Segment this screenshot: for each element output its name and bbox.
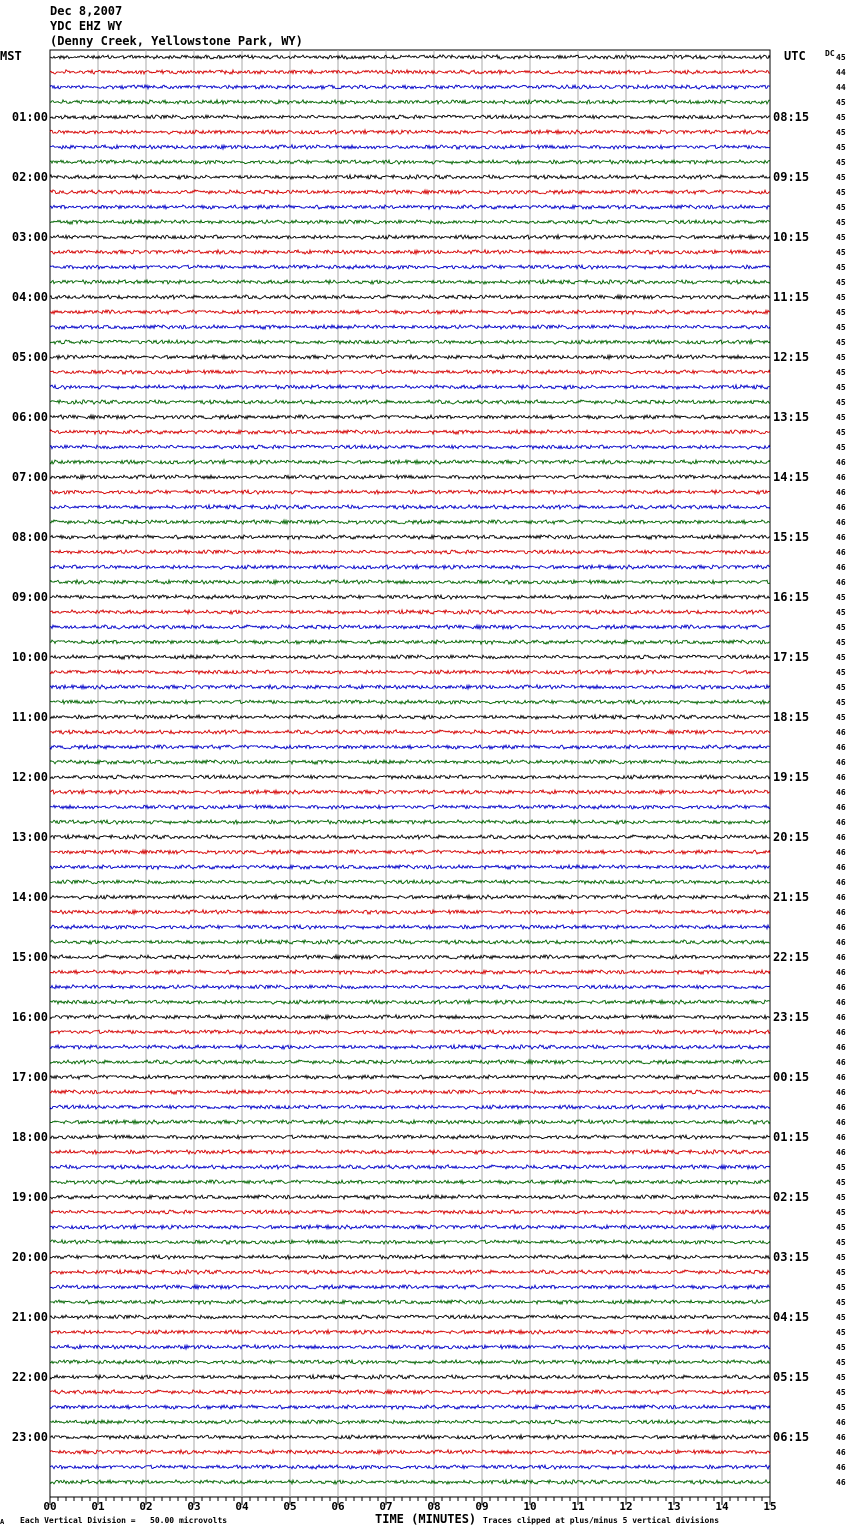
right-hour-label: 10:15 [773,230,810,244]
dc-offset-label: 46 [836,968,846,977]
dc-offset-label: 45 [836,53,846,62]
right-hour-label: 13:15 [773,410,810,424]
trace-line [50,895,770,899]
trace-line [50,340,770,344]
dc-offset-label: 45 [836,338,846,347]
right-hour-label: 02:15 [773,1190,810,1204]
trace-line [50,385,770,389]
dc-offset-label: 45 [836,203,846,212]
dc-offset-label: 45 [836,368,846,377]
trace-line [50,1015,770,1019]
dc-offset-label: 46 [836,1148,846,1157]
trace-line [50,640,770,644]
trace-line [50,670,770,674]
trace-line [50,1435,770,1439]
x-tick-label: 14 [715,1500,729,1513]
dc-offset-label: 45 [836,1358,846,1367]
left-hour-label: 18:00 [11,1130,48,1144]
left-hour-label: 01:00 [11,110,48,124]
trace-line [50,295,770,299]
right-hour-label: 19:15 [773,770,810,784]
trace-line [50,985,770,989]
left-hour-label: 07:00 [11,470,48,484]
dc-offset-label: 45 [836,1328,846,1337]
trace-line [50,430,770,434]
trace-line [50,1450,770,1454]
left-hour-label: 15:00 [11,950,48,964]
trace-line [50,70,770,74]
x-tick-label: 03 [187,1500,201,1513]
dc-offset-label: 46 [836,998,846,1007]
right-hour-label: 05:15 [773,1370,810,1384]
x-tick-label: 15 [763,1500,777,1513]
record-date: Dec 8,2007 [50,4,123,18]
dc-offset-label: 46 [836,848,846,857]
trace-line [50,1375,770,1379]
trace-line [50,730,770,734]
trace-line [50,745,770,749]
left-hour-label: 21:00 [11,1310,48,1324]
trace-line [50,1420,770,1424]
dc-offset-label: 46 [836,818,846,827]
left-hour-label: 11:00 [11,710,48,724]
trace-line [50,1195,770,1199]
trace-line [50,790,770,794]
dc-offset-label: 45 [836,278,846,287]
trace-line [50,1480,770,1484]
dc-offset-label: 46 [836,533,846,542]
x-tick-label: 05 [283,1500,297,1513]
trace-line [50,535,770,539]
dc-offset-label: 46 [836,863,846,872]
x-tick-label: 10 [523,1500,537,1513]
trace-line [50,355,770,359]
trace-line [50,325,770,329]
x-tick-label: 09 [475,1500,489,1513]
dc-offset-label: 45 [836,1223,846,1232]
right-hour-label: 15:15 [773,530,810,544]
left-timezone-label: MST [0,49,22,63]
dc-offset-label: 45 [836,323,846,332]
dc-offset-label: 46 [836,1463,846,1472]
trace-line [50,1360,770,1364]
dc-offset-label: 45 [836,1313,846,1322]
dc-offset-label: 46 [836,1418,846,1427]
dc-offset-label: 45 [836,1193,846,1202]
trace-line [50,1105,770,1109]
trace-line [50,415,770,419]
dc-offset-label: 45 [836,608,846,617]
trace-line [50,160,770,164]
trace-line [50,235,770,239]
left-hour-label: 04:00 [11,290,48,304]
dc-offset-label: 45 [836,653,846,662]
dc-offset-label: 45 [836,1298,846,1307]
trace-line [50,1165,770,1169]
right-hour-label: 08:15 [773,110,810,124]
trace-line [50,1345,770,1349]
dc-offset-label: 45 [836,98,846,107]
dc-offset-label: 45 [836,383,846,392]
trace-line [50,1330,770,1334]
dc-offset-label: 46 [836,728,846,737]
left-hour-label: 20:00 [11,1250,48,1264]
right-hour-label: 23:15 [773,1010,810,1024]
scale-note: Each Vertical Division = 50.00 microvolts [20,1516,228,1525]
right-hour-label: 17:15 [773,650,810,664]
trace-line [50,1390,770,1394]
x-tick-label: 12 [619,1500,633,1513]
dc-offset-label: 45 [836,1268,846,1277]
left-hour-label: 13:00 [11,830,48,844]
trace-line [50,1285,770,1289]
trace-line [50,490,770,494]
dc-offset-label: 45 [836,173,846,182]
dc-offset-label: 45 [836,1388,846,1397]
trace-line [50,1090,770,1094]
trace-line [50,1210,770,1214]
dc-offset-label: 46 [836,1028,846,1037]
dc-offset-label: 45 [836,593,846,602]
dc-offset-label: 46 [836,1133,846,1142]
dc-offset-label: 46 [836,773,846,782]
dc-offset-label: 46 [836,1103,846,1112]
left-hour-label: 09:00 [11,590,48,604]
left-hour-label: 14:00 [11,890,48,904]
trace-line [50,685,770,689]
x-axis-title: TIME (MINUTES) [375,1512,477,1526]
trace-line [50,625,770,629]
trace-line [50,280,770,284]
dc-offset-label: 45 [836,1163,846,1172]
trace-line [50,1120,770,1124]
dc-offset-label: 46 [836,1448,846,1457]
trace-line [50,1150,770,1154]
dc-offset-label: 45 [836,353,846,362]
dc-offset-label: 45 [836,1373,846,1382]
dc-offset-label: 45 [836,413,846,422]
left-hour-label: 12:00 [11,770,48,784]
trace-line [50,370,770,374]
dc-offset-label: 46 [836,1073,846,1082]
left-hour-label: 10:00 [11,650,48,664]
dc-offset-label: 46 [836,938,846,947]
dc-offset-label: 46 [836,1088,846,1097]
trace-line [50,445,770,449]
x-tick-label: 02 [139,1500,153,1513]
trace-line [50,1075,770,1079]
dc-offset-label: 46 [836,983,846,992]
dc-offset-label: 45 [836,713,846,722]
right-hour-label: 16:15 [773,590,810,604]
trace-line [50,550,770,554]
trace-line [50,1180,770,1184]
trace-line [50,715,770,719]
trace-line [50,85,770,89]
right-hour-label: 20:15 [773,830,810,844]
dc-offset-label: 45 [836,1208,846,1217]
trace-line [50,910,770,914]
dc-offset-label: 46 [836,878,846,887]
trace-line [50,1315,770,1319]
x-tick-label: 07 [379,1500,393,1513]
trace-line [50,205,770,209]
left-hour-label: 05:00 [11,350,48,364]
dc-offset-label: 45 [836,293,846,302]
trace-line [50,760,770,764]
dc-offset-label: 45 [836,263,846,272]
trace-line [50,250,770,254]
trace-line [50,475,770,479]
right-hour-label: 22:15 [773,950,810,964]
dc-offset-label: 45 [836,218,846,227]
trace-line [50,1465,770,1469]
trace-line [50,265,770,269]
trace-line [50,190,770,194]
trace-line [50,1000,770,1004]
trace-line [50,955,770,959]
dc-offset-label: 45 [836,683,846,692]
trace-line [50,880,770,884]
trace-line [50,1030,770,1034]
dc-offset-label: 46 [836,923,846,932]
dc-offset-label: 46 [836,788,846,797]
trace-line [50,55,770,59]
left-hour-label: 19:00 [11,1190,48,1204]
left-hour-label: 17:00 [11,1070,48,1084]
trace-line [50,1060,770,1064]
trace-line [50,1255,770,1259]
x-tick-label: 11 [571,1500,585,1513]
trace-line [50,1045,770,1049]
station-code: YDC EHZ WY [50,19,123,33]
x-tick-label: 06 [331,1500,345,1513]
left-hour-label: 02:00 [11,170,48,184]
dc-offset-label: 45 [836,638,846,647]
trace-line [50,565,770,569]
dc-offset-label: 44 [836,83,846,92]
x-tick-label: 04 [235,1500,249,1513]
dc-offset-label: 45 [836,128,846,137]
dc-offset-label: 46 [836,548,846,557]
dc-offset-label: 45 [836,248,846,257]
trace-line [50,1135,770,1139]
dc-offset-label: 44 [836,68,846,77]
trace-line [50,970,770,974]
x-tick-label: 08 [427,1500,441,1513]
trace-line [50,220,770,224]
trace-line [50,460,770,464]
dc-offset-label: 46 [836,893,846,902]
trace-line [50,850,770,854]
right-hour-label: 11:15 [773,290,810,304]
trace-line [50,1270,770,1274]
x-tick-label: 01 [91,1500,105,1513]
trace-line [50,505,770,509]
right-hour-label: 06:15 [773,1430,810,1444]
trace-line [50,940,770,944]
trace-line [50,115,770,119]
trace-line [50,175,770,179]
trace-line [50,865,770,869]
trace-line [50,580,770,584]
right-hour-label: 01:15 [773,1130,810,1144]
left-hour-label: 03:00 [11,230,48,244]
left-hour-label: 16:00 [11,1010,48,1024]
dc-offset-label: 45 [836,158,846,167]
x-tick-label: 00 [43,1500,57,1513]
dc-offset-label: 46 [836,563,846,572]
dc-offset-label: 46 [836,1058,846,1067]
dc-offset-label: 45 [836,1283,846,1292]
trace-line [50,775,770,779]
dc-offset-label: 45 [836,698,846,707]
trace-line [50,1405,770,1409]
dc-offset-label: 45 [836,1343,846,1352]
dc-offset-label: 46 [836,578,846,587]
trace-line [50,1300,770,1304]
trace-line [50,595,770,599]
dc-offset-label: 46 [836,743,846,752]
dc-offset-label: 45 [836,623,846,632]
trace-line [50,610,770,614]
left-hour-label: 08:00 [11,530,48,544]
trace-line [50,100,770,104]
trace-line [50,1225,770,1229]
trace-line [50,820,770,824]
dc-offset-label: 45 [836,668,846,677]
dc-offset-label: 46 [836,833,846,842]
dc-offset-label: 45 [836,113,846,122]
dc-offset-label: 46 [836,758,846,767]
x-tick-label: 13 [667,1500,681,1513]
left-hour-label: 22:00 [11,1370,48,1384]
dc-offset-label: 45 [836,1238,846,1247]
trace-line [50,400,770,404]
dc-offset-label: 46 [836,908,846,917]
station-location: (Denny Creek, Yellowstone Park, WY) [50,34,303,48]
dc-offset-label: 45 [836,443,846,452]
left-hour-label: 23:00 [11,1430,48,1444]
left-hour-label: 06:00 [11,410,48,424]
dc-offset-label: 45 [836,1403,846,1412]
dc-offset-label: 46 [836,803,846,812]
trace-line [50,520,770,524]
right-hour-label: 04:15 [773,1310,810,1324]
dc-offset-header: DC [825,49,835,58]
dc-offset-label: 46 [836,1433,846,1442]
dc-offset-label: 45 [836,188,846,197]
right-timezone-label: UTC [784,49,806,63]
dc-offset-label: 46 [836,518,846,527]
dc-offset-label: 45 [836,398,846,407]
right-hour-label: 00:15 [773,1070,810,1084]
trace-line [50,925,770,929]
trace-line [50,700,770,704]
right-hour-label: 14:15 [773,470,810,484]
trace-line [50,1240,770,1244]
dc-offset-label: 46 [836,473,846,482]
right-hour-label: 12:15 [773,350,810,364]
footer-mark: A [0,1518,5,1526]
dc-offset-label: 45 [836,143,846,152]
dc-offset-label: 46 [836,488,846,497]
right-hour-label: 18:15 [773,710,810,724]
right-hour-label: 03:15 [773,1250,810,1264]
trace-line [50,310,770,314]
dc-offset-label: 46 [836,1478,846,1487]
dc-offset-label: 45 [836,1253,846,1262]
dc-offset-label: 45 [836,428,846,437]
dc-offset-label: 46 [836,458,846,467]
trace-line [50,130,770,134]
right-hour-label: 21:15 [773,890,810,904]
dc-offset-label: 46 [836,1013,846,1022]
right-hour-label: 09:15 [773,170,810,184]
dc-offset-label: 46 [836,503,846,512]
clip-note: Traces clipped at plus/minus 5 vertical divisions [483,1516,720,1525]
dc-offset-label: 45 [836,233,846,242]
dc-offset-label: 46 [836,953,846,962]
dc-offset-label: 46 [836,1118,846,1127]
dc-offset-label: 45 [836,1178,846,1187]
trace-line [50,655,770,659]
dc-offset-label: 46 [836,1043,846,1052]
trace-line [50,145,770,149]
trace-line [50,805,770,809]
trace-line [50,835,770,839]
dc-offset-label: 45 [836,308,846,317]
